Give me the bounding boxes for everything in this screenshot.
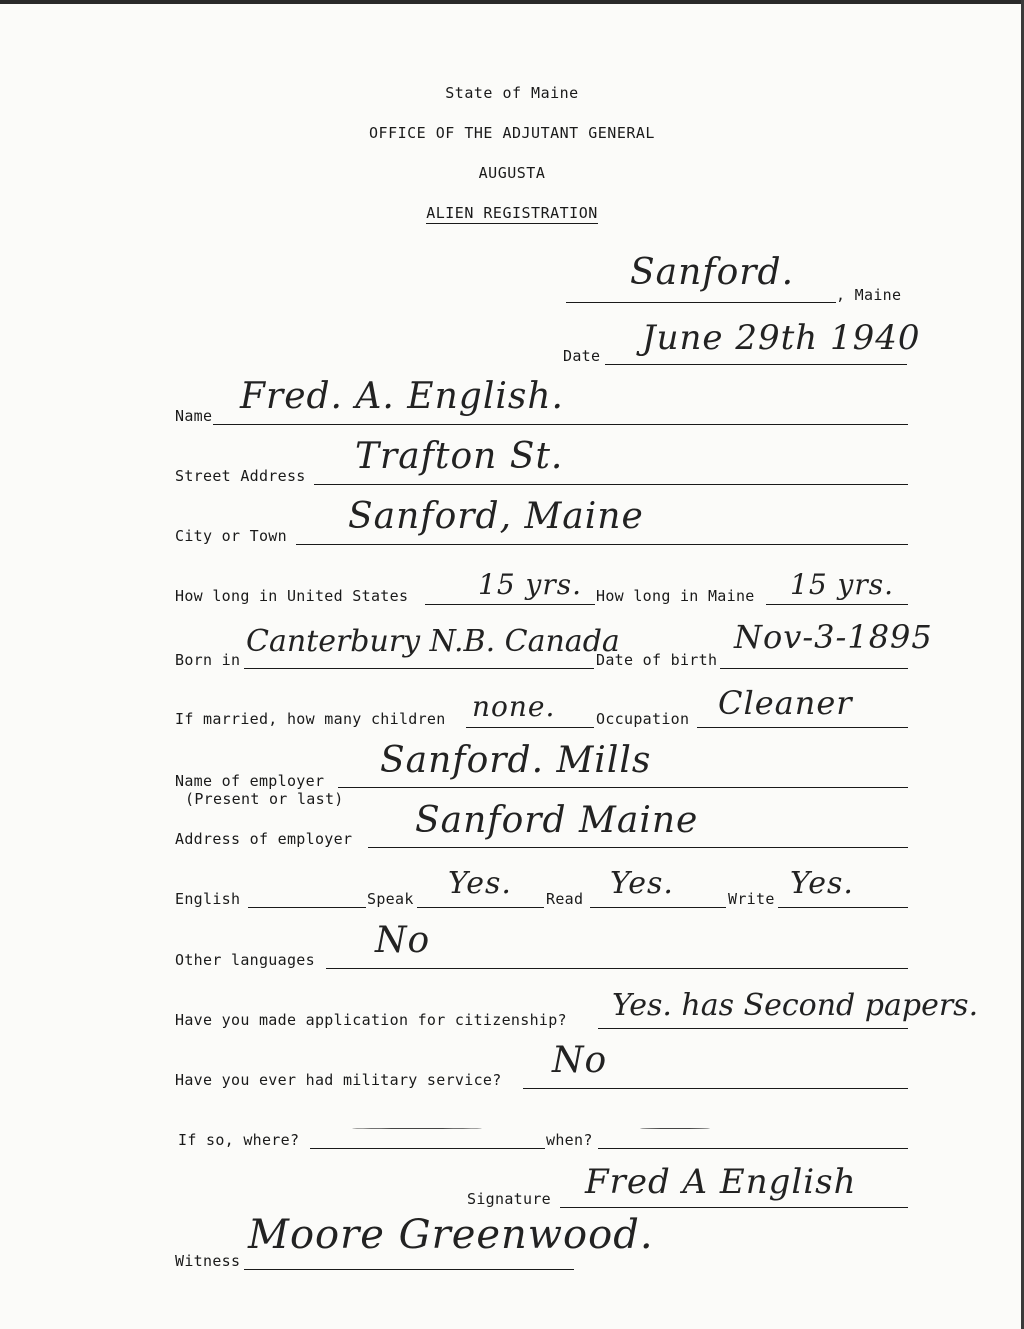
- when-dash-mark: [640, 1128, 710, 1129]
- dob-line: [720, 668, 908, 669]
- other-lang-label: Other languages: [175, 951, 315, 969]
- header-title: [0, 204, 1024, 222]
- header-state: State of Maine: [445, 84, 579, 102]
- date-label: Date: [563, 347, 601, 365]
- other-lang-line: [326, 968, 908, 969]
- read-entry: Yes.: [610, 866, 674, 901]
- employer-line: [338, 787, 908, 788]
- employer-addr-label: Address of employer: [175, 830, 353, 848]
- where-label: If so, where?: [178, 1131, 300, 1149]
- occupation-entry: Cleaner: [718, 684, 853, 722]
- place-suffix: , Maine: [836, 286, 902, 304]
- speak-label: Speak: [367, 890, 414, 908]
- speak-entry: Yes.: [448, 866, 512, 901]
- military-line: [523, 1088, 908, 1089]
- speak-line: [417, 907, 544, 908]
- occupation-label: Occupation: [596, 710, 690, 728]
- name-entry: Fred. A. English.: [240, 376, 564, 417]
- when-line: [598, 1148, 908, 1149]
- name-line: [213, 424, 908, 425]
- children-entry: none.: [472, 690, 556, 723]
- maine-line: [766, 604, 908, 605]
- place-entry: Sanford.: [630, 252, 795, 293]
- signature-label: Signature: [467, 1190, 551, 1208]
- citizenship-line: [598, 1028, 908, 1029]
- dob-entry: Nov-3-1895: [734, 618, 933, 656]
- street-label: Street Address: [175, 467, 306, 485]
- us-entry: 15 yrs.: [478, 568, 583, 601]
- city-label: City or Town: [175, 527, 287, 545]
- employer-sub-label: (Present or last): [185, 790, 344, 808]
- name-label: Name: [175, 407, 213, 425]
- where-line: [310, 1148, 545, 1149]
- born-line: [244, 668, 594, 669]
- place-line: [566, 302, 836, 303]
- read-line: [590, 907, 726, 908]
- signature-line: [560, 1207, 908, 1208]
- header-office: OFFICE OF THE ADJUTANT GENERAL: [369, 124, 655, 142]
- city-line: [296, 544, 908, 545]
- us-label: How long in United States: [175, 587, 409, 605]
- read-label: Read: [546, 890, 584, 908]
- military-entry: No: [552, 1040, 608, 1081]
- header-title-text: ALIEN REGISTRATION: [426, 204, 598, 222]
- born-entry: Canterbury N.B. Canada: [246, 624, 620, 659]
- occupation-line: [697, 727, 908, 728]
- military-label: Have you ever had military service?: [175, 1071, 502, 1089]
- street-line: [314, 484, 908, 485]
- city-entry: Sanford, Maine: [348, 496, 644, 537]
- us-line: [425, 604, 595, 605]
- witness-label: Witness: [175, 1252, 241, 1270]
- employer-label: Name of employer: [175, 772, 325, 790]
- employer-addr-entry: Sanford Maine: [415, 800, 699, 841]
- street-entry: Trafton St.: [355, 436, 564, 477]
- witness-entry: Moore Greenwood.: [248, 1212, 654, 1258]
- write-entry: Yes.: [790, 866, 854, 901]
- employer-addr-line: [368, 847, 908, 848]
- citizenship-label: Have you made application for citizenship?: [175, 1011, 567, 1029]
- married-label: If married, how many children: [175, 710, 446, 728]
- date-line: [605, 364, 907, 365]
- witness-line: [244, 1269, 574, 1270]
- english-line: [248, 907, 366, 908]
- children-line: [466, 727, 594, 728]
- write-line: [778, 907, 908, 908]
- maine-label: How long in Maine: [596, 587, 755, 605]
- when-label: when?: [546, 1131, 593, 1149]
- write-label: Write: [728, 890, 775, 908]
- employer-entry: Sanford. Mills: [380, 740, 652, 781]
- maine-entry: 15 yrs.: [790, 568, 895, 601]
- where-dash-mark: [352, 1128, 482, 1129]
- header-city: AUGUSTA: [478, 164, 546, 182]
- born-label: Born in: [175, 651, 241, 669]
- citizenship-entry: Yes. has Second papers.: [612, 988, 979, 1023]
- signature-entry: Fred A English: [585, 1162, 857, 1202]
- other-lang-entry: No: [375, 920, 431, 961]
- english-label: English: [175, 890, 241, 908]
- date-entry: June 29th 1940: [642, 318, 921, 358]
- dob-label: Date of birth: [596, 651, 718, 669]
